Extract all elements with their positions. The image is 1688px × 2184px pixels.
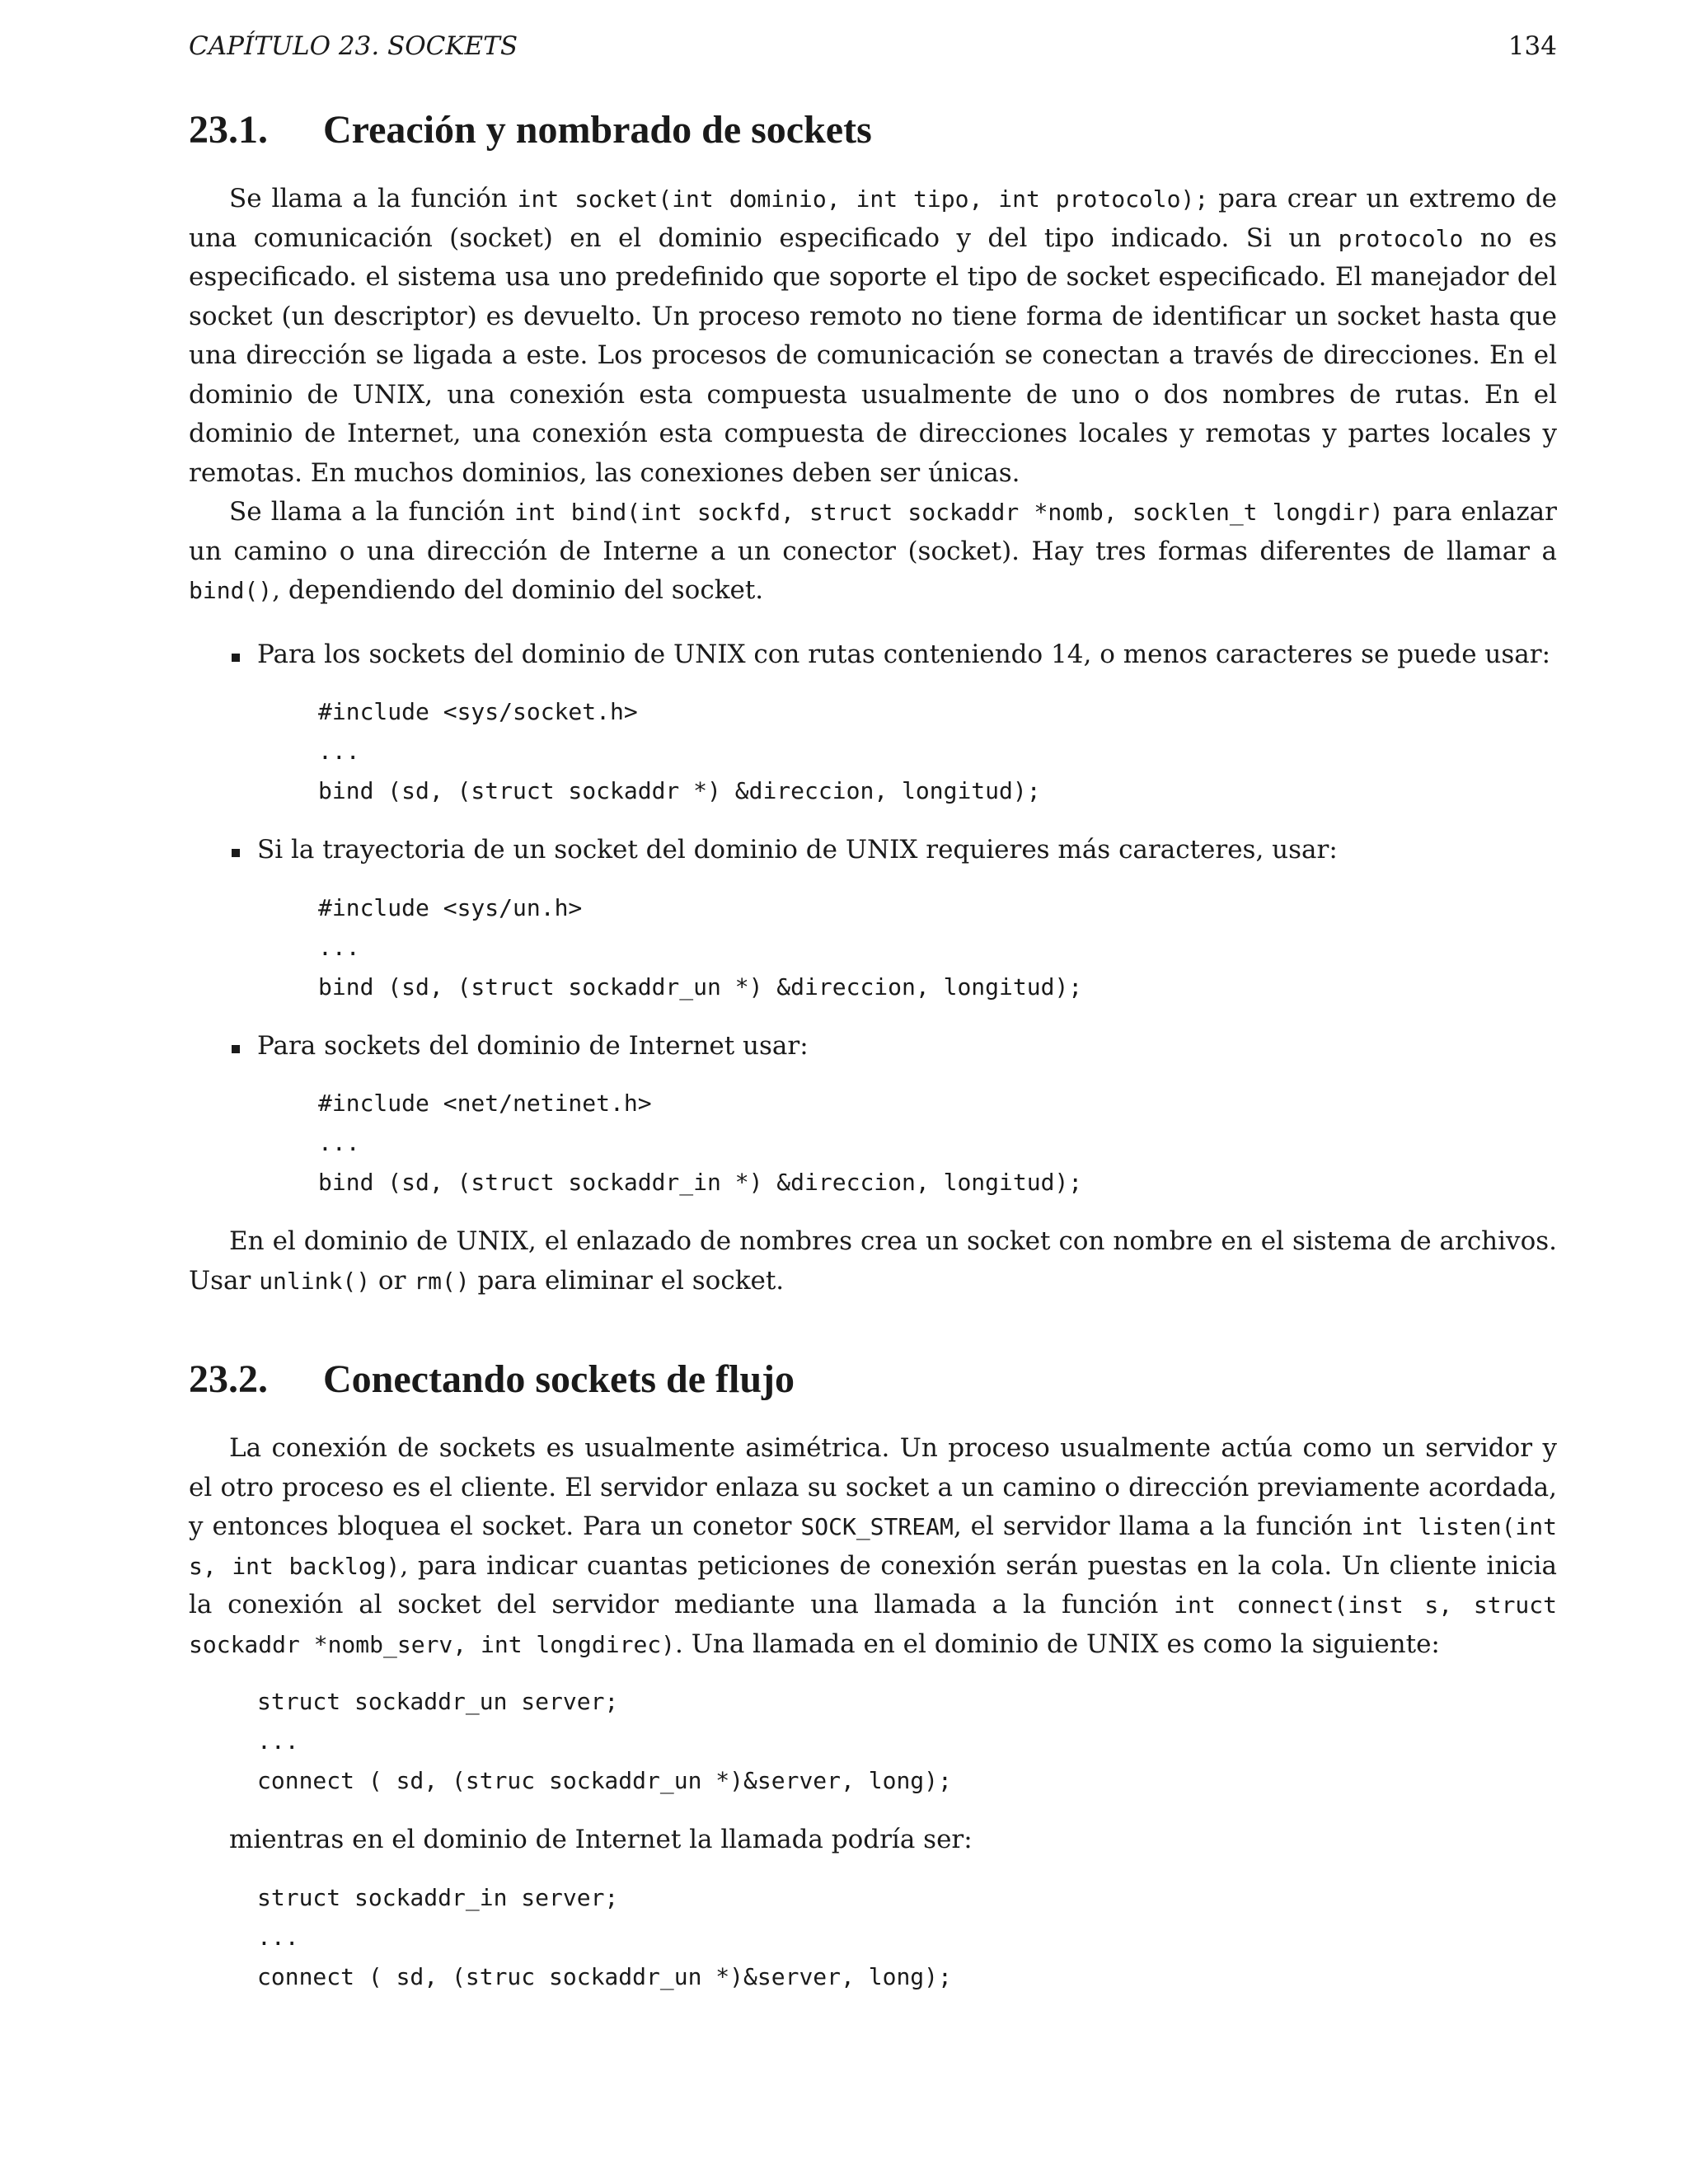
list-item [189,831,1557,1007]
section-number: 23.2. [189,1357,268,1401]
bullet-square-icon [232,1045,240,1053]
bind-forms-list [189,635,1557,1203]
inline-code: rm() [414,1267,470,1295]
text-run: , para indicar cuantas peticiones de conexión serán puestas en la cola. Un cliente inicia la conexión al socket del servidor mediante una llamada a la función [189,1550,1557,1619]
section-heading-23-1 [189,105,1557,155]
inline-code: bind() [189,577,273,604]
section-heading-23-2 [189,1355,1557,1404]
text-run: para enlazar un camino o una dirección de Interne a un conector (socket). Hay tres formas diferentes de llamar a [189,497,1557,566]
text-run: Se llama a la función [229,184,518,213]
inline-code: int connect(inst s, struct sockaddr *nomb_serv, int longdirec) [189,1591,1557,1658]
code-block: #include <sys/un.h> ... bind (sd, (struct sockaddr_un *) &direccion, longitud); [318,893,1083,1001]
list-item [189,1027,1557,1203]
paragraph-internet-call: mientras en el dominio de Internet la llamada podría ser: [229,1825,973,1854]
inline-code: int listen(int s, int backlog) [189,1513,1558,1580]
text-run: para eliminar el socket. [469,1265,785,1296]
text-run: Se llama a la función [229,497,514,527]
text-run: or [370,1265,415,1296]
bullet-square-icon [232,849,240,857]
text-run: En el dominio de UNIX, el enlazado de nombres crea un socket con nombre en el sistema de archivos. Usar [189,1226,1557,1296]
inline-code: SOCK_STREAM [800,1513,954,1540]
list-item-text: Si la trayectoria de un socket del dominio de UNIX requieres más caracteres, usar: [257,835,1338,865]
running-header [189,28,1557,64]
paragraph-unix-naming [189,1222,1557,1301]
inline-code: int socket(int dominio, int tipo, int protocolo); [517,185,1209,213]
text-run: no es especificado. el sistema usa uno predefinido que soporte el tipo de socket especificado. El manejador del socket (un descriptor) es devuelto. Un proceso remoto no tiene forma de identificar un socket hasta que una dirección se ligada a este. Los procesos de comunicación se conectan a través de direcciones. En el dominio de UNIX, una conexión esta compuesta usualmente de uno o dos nombres de rutas. En el dominio de Internet, una conexión esta compuesta de direcciones locales y remotas y partes locales y remotas. En muchos dominios, las conexiones deben ser únicas. [189,223,1558,488]
text-run: La conexión de sockets es usualmente asimétrica. Un proceso usualmente actúa como un servidor y el otro proceso es el cliente. El servidor enlaza su socket a un camino o dirección previamente acordada, y entonces bloquea el socket. Para un conetor [189,1433,1557,1541]
document-page [189,28,1557,1997]
section-title: Conectando sockets de flujo [323,1357,795,1401]
bullet-square-icon [232,654,240,662]
paragraph-stream-connection [189,1429,1557,1664]
paragraph-bind-function [189,493,1557,611]
inline-code: protocolo [1338,224,1464,252]
text-run: para crear un extremo de una comunicación (socket) en el dominio especificado y del tipo indicado. Si un [189,184,1558,253]
code-block: #include <net/netinet.h> ... bind (sd, (struct sockaddr_in *) &direccion, longitud); [318,1090,1083,1196]
inline-code: unlink() [259,1267,371,1295]
text-run: , dependiendo del dominio del socket. [272,575,764,605]
text-run: . Una llamada en el dominio de UNIX es como la siguiente: [675,1629,1440,1659]
section-title: Creación y nombrado de sockets [323,108,872,152]
code-block-unix-connect: struct sockaddr_un server; ... connect ( sd, (struc sockaddr_un *)&server, long); [257,1688,952,1794]
inline-code: int bind(int sockfd, struct sockaddr *nomb, socklen_t longdir) [513,499,1384,526]
paragraph-socket-function [189,180,1557,493]
list-item-text: Para sockets del dominio de Internet usar: [257,1030,809,1061]
chapter-title: CAPÍTULO 23. SOCKETS [189,31,518,61]
text-run: , el servidor llama a la función [953,1511,1362,1541]
page-number: 134 [1507,31,1557,61]
section-number: 23.1. [189,108,268,152]
code-block-internet-connect: struct sockaddr_in server; ... connect ( sd, (struc sockaddr_un *)&server, long); [257,1883,952,1990]
list-item-text: Para los sockets del dominio de UNIX con rutas conteniendo 14, o menos caracteres se puede usar: [257,639,1551,669]
list-item [189,635,1557,812]
code-block: #include <sys/socket.h> ... bind (sd, (struct sockaddr *) &direccion, longitud); [318,698,1041,804]
